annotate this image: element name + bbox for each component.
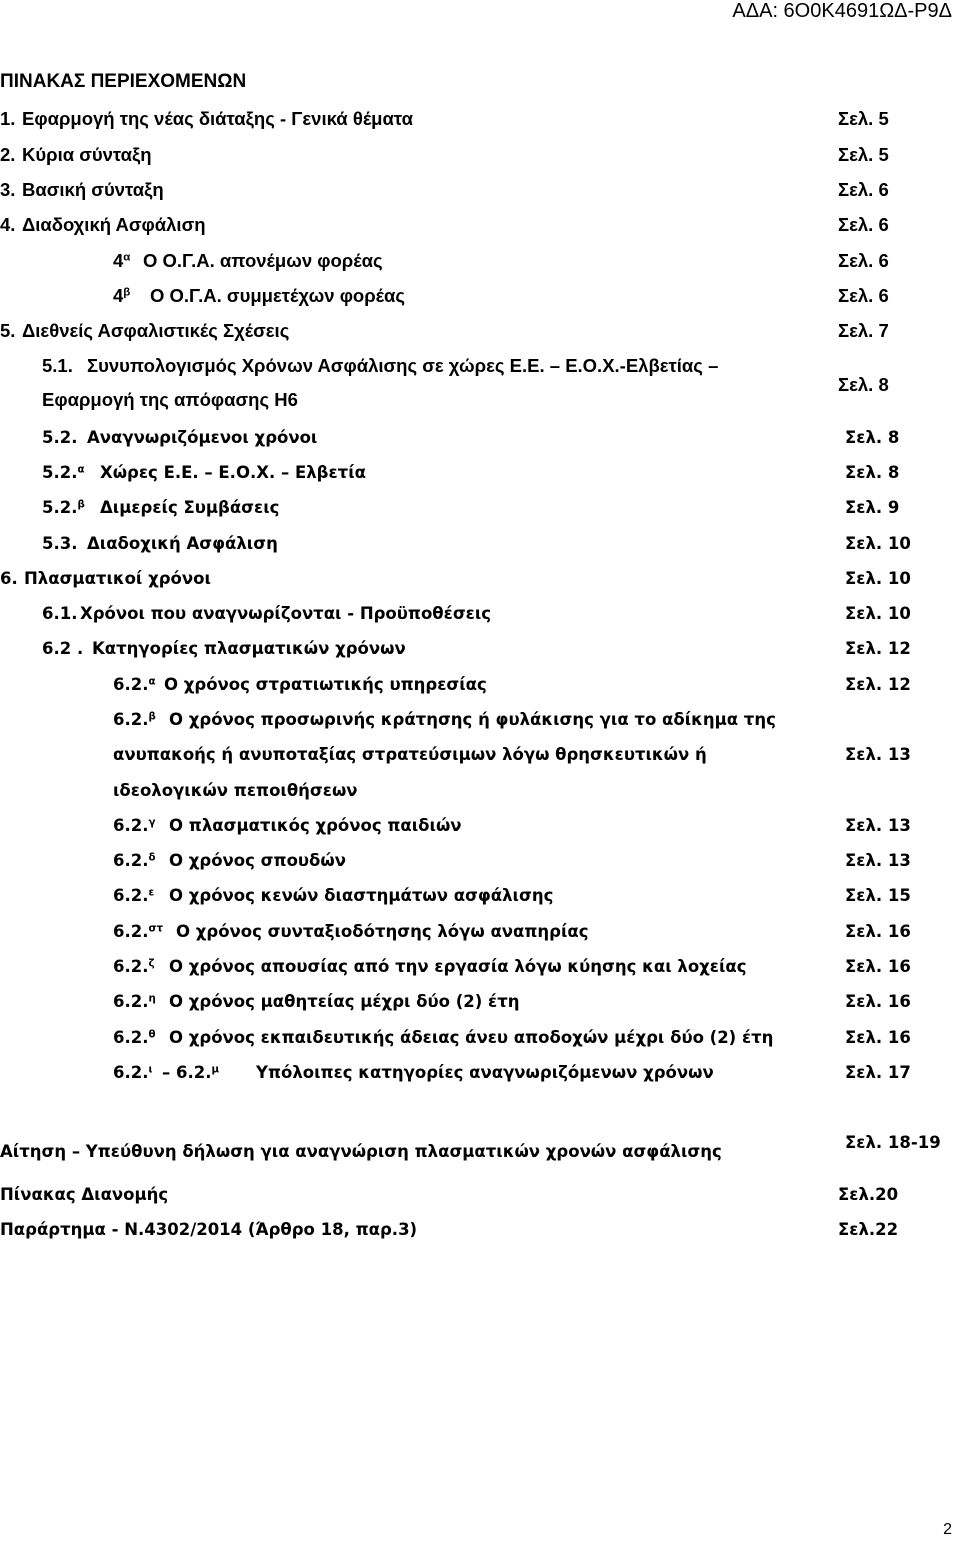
entry-number: 6.2 .	[42, 639, 84, 658]
entry-text-line2: ανυπακοής ή ανυποταξίας στρατεύσιμων λόγω θρησκευτικών ή	[113, 745, 707, 764]
toc-entry	[0, 710, 960, 740]
entry-superscript: β	[123, 286, 131, 299]
ada-code: ΑΔΑ: 6Ο0Κ4691ΩΔ-Ρ9Δ	[732, 0, 952, 22]
entry-superscript: γ	[148, 817, 156, 829]
entry-text: Διμερείς Συμβάσεις	[100, 498, 280, 517]
entry-text: Εφαρμογή της νέας διάταξης - Γενικά θέματα	[22, 108, 413, 129]
toc-entry	[0, 957, 960, 987]
entry-page: Σελ. 6	[838, 179, 889, 200]
toc-title: ΠΙΝΑΚΑΣ ΠΕΡΙΕΧΟΜΕΝΩΝ	[0, 71, 247, 92]
toc-entry	[0, 675, 960, 705]
toc-entry	[0, 428, 960, 458]
entry-text: Ο Ο.Γ.Α. συμμετέχων φορέας	[150, 285, 406, 306]
entry-text-line3: ιδεολογικών πεποιθήσεων	[113, 781, 358, 800]
toc-entry	[0, 534, 960, 564]
entry-page: Σελ. 13	[845, 851, 911, 870]
toc-entry-continuation	[0, 745, 960, 775]
entry-page: Σελ. 10	[845, 534, 911, 553]
toc-entry	[0, 639, 960, 669]
entry-superscript: α	[77, 464, 85, 476]
entry-number: 6.2.$^\varepsilon$	[113, 886, 155, 905]
entry-number: 5.2.$^\alpha$	[42, 463, 85, 482]
entry-superscript: ζ	[148, 958, 155, 970]
entry-number: 4.	[0, 214, 16, 235]
toc-entry	[0, 1063, 960, 1093]
entry-superscript: α	[123, 251, 131, 264]
entry-page: Σελ. 16	[845, 992, 911, 1011]
entry-text: Ο χρόνος κενών διαστημάτων ασφάλισης	[169, 886, 554, 905]
entry-text: Βασική σύνταξη	[22, 179, 164, 200]
entry-number: $4^\alpha$	[113, 250, 131, 271]
entry-text: Χρόνοι που αναγνωρίζονται - Προϋποθέσεις	[80, 604, 492, 623]
entry-page: Σελ. 10	[845, 604, 911, 623]
entry-number: 1.	[0, 108, 16, 129]
toc-entry	[0, 498, 960, 528]
entry-number: 6.2.$^\alpha$	[113, 675, 156, 694]
annex-entry-page-row	[0, 1133, 960, 1163]
entry-text: Ο χρόνος απουσίας από την εργασία λόγω κύησης και λοχείας	[169, 957, 747, 976]
entry-number: 3.	[0, 179, 16, 200]
entry-number: 6.2.$^\delta$	[113, 851, 156, 870]
entry-number: 6.1.	[42, 604, 78, 623]
entry-page: Σελ. 5	[838, 144, 889, 165]
entry-page: Σελ. 6	[838, 250, 889, 271]
entry-superscript: β	[148, 711, 156, 723]
entry-range-end: – 6.2.$^\mu$	[162, 1063, 220, 1082]
entry-text: Ο χρόνος συνταξιοδότησης λόγω αναπηρίας	[176, 922, 589, 941]
toc-entry	[0, 816, 960, 846]
toc-entry-continuation	[0, 781, 960, 811]
entry-text: Ο χρόνος προσωρινής κράτησης ή φυλάκισης για το αδίκημα της	[169, 710, 776, 729]
entry-number: 6.2.$^\iota$	[113, 1063, 153, 1082]
toc-entry	[0, 851, 960, 881]
entry-superscript: στ	[148, 923, 163, 935]
entry-number: 6.2.$^\zeta$	[113, 957, 155, 976]
annex-text: Αίτηση – Υπεύθυνη δήλωση για αναγνώριση πλασματικών χρονών ασφάλισης	[0, 1142, 722, 1161]
entry-page: Σελ. 5	[838, 108, 889, 129]
entry-superscript: α	[148, 676, 156, 688]
annex-page: Σελ.22	[838, 1220, 899, 1239]
toc-entry	[0, 320, 960, 350]
entry-text: Διαδοχική Ασφάλιση	[87, 534, 278, 553]
entry-superscript: ι	[148, 1064, 153, 1076]
entry-page: Σελ. 8	[845, 428, 900, 447]
toc-entry	[0, 250, 960, 280]
toc-entry	[0, 604, 960, 634]
entry-page: Σελ. 6	[838, 214, 889, 235]
entry-page: Σελ. 8	[845, 463, 900, 482]
toc-entry	[0, 214, 960, 244]
entry-text: Ο χρόνος στρατιωτικής υπηρεσίας	[164, 675, 487, 694]
entry-number: 5.2.	[42, 428, 78, 447]
entry-text: Κατηγορίες πλασματικών χρόνων	[92, 639, 406, 658]
entry-number: 6.2.$^\eta$	[113, 992, 156, 1011]
annex-entry	[0, 1185, 960, 1215]
entry-text: Συνυπολογισμός Χρόνων Ασφάλισης σε χώρες Ε.Ε. – Ε.Ο.Χ.-Ελβετίας –	[87, 355, 719, 376]
entry-page: Σελ. 12	[845, 639, 911, 658]
entry-page: Σελ. 10	[845, 569, 911, 588]
entry-text: Ο πλασματικός χρόνος παιδιών	[169, 816, 462, 835]
toc-entry	[0, 922, 960, 952]
entry-number: 6.2.$^\beta$	[113, 710, 156, 729]
entry-text: Πλασματικοί χρόνοι	[24, 569, 211, 588]
entry-number: 2.	[0, 144, 16, 165]
entry-number: 6.2.$^{\sigma\tau}$	[113, 922, 163, 941]
entry-page: Σελ. 16	[845, 1028, 911, 1047]
entry-text: Υπόλοιπες κατηγορίες αναγνωριζόμενων χρόνων	[256, 1063, 714, 1082]
annex-text: Πίνακας Διανομής	[0, 1185, 169, 1204]
annex-entry	[0, 1220, 960, 1250]
entry-number: $4^\beta$	[113, 285, 131, 306]
annex-page: Σελ.20	[838, 1185, 899, 1204]
annex-text: Παράρτημα - Ν.4302/2014 (Άρθρο 18, παρ.3)	[0, 1220, 418, 1239]
entry-number: 6.	[0, 569, 18, 588]
entry-page: Σελ. 12	[845, 675, 911, 694]
toc-entry	[0, 285, 960, 315]
entry-text: Κύρια σύνταξη	[22, 144, 152, 165]
entry-number: 5.	[0, 320, 16, 341]
entry-superscript: β	[77, 499, 85, 511]
entry-page: Σελ. 15	[845, 886, 911, 905]
toc-entry	[0, 1028, 960, 1058]
entry-page: Σελ. 16	[845, 957, 911, 976]
entry-superscript: δ	[148, 852, 156, 864]
entry-text: Διεθνείς Ασφαλιστικές Σχέσεις	[22, 320, 290, 341]
entry-text: Ο χρόνος μαθητείας μέχρι δύο (2) έτη	[169, 992, 520, 1011]
entry-text: Ο Ο.Γ.Α. απονέμων φορέας	[143, 250, 383, 271]
toc-entry	[0, 179, 960, 209]
entry-page: Σελ. 7	[838, 320, 889, 341]
entry-number: 5.1.	[42, 355, 73, 376]
entry-superscript: ε	[148, 887, 155, 899]
entry-page: Σελ. 13	[845, 816, 911, 835]
annex-page: Σελ. 18-19	[845, 1133, 941, 1152]
toc-entry	[0, 144, 960, 174]
entry-text-line2: Εφαρμογή της απόφασης Η6	[42, 389, 298, 410]
entry-number: 5.3.	[42, 534, 78, 553]
toc-entry	[0, 992, 960, 1022]
page-number: 2	[943, 1521, 952, 1538]
entry-number: 6.2.$^\gamma$	[113, 816, 156, 835]
entry-page: Σελ. 13	[845, 745, 911, 764]
entry-superscript: η	[148, 993, 156, 1005]
entry-text: Χώρες Ε.Ε. – Ε.Ο.Χ. – Ελβετία	[100, 463, 366, 482]
entry-number: 5.2.$^\beta$	[42, 498, 85, 517]
toc-entry	[0, 463, 960, 493]
entry-superscript: μ	[211, 1064, 220, 1076]
toc-entry	[0, 886, 960, 916]
entry-superscript: θ	[148, 1029, 156, 1041]
entry-page: Σελ. 17	[845, 1063, 911, 1082]
entry-page: Σελ. 16	[845, 922, 911, 941]
entry-number: 6.2.$^\theta$	[113, 1028, 156, 1047]
entry-text: Διαδοχική Ασφάλιση	[22, 214, 206, 235]
entry-page: Σελ. 9	[845, 498, 900, 517]
entry-text: Αναγνωριζόμενοι χρόνοι	[87, 428, 318, 447]
entry-text: Ο χρόνος εκπαιδευτικής άδειας άνευ αποδοχών μέχρι δύο (2) έτη	[169, 1028, 774, 1047]
entry-page: Σελ. 8	[838, 374, 889, 395]
entry-page: Σελ. 6	[838, 285, 889, 306]
toc-entry-continuation	[0, 389, 960, 419]
toc-entry	[0, 569, 960, 599]
entry-text: Ο χρόνος σπουδών	[169, 851, 346, 870]
toc-entry	[0, 108, 960, 138]
